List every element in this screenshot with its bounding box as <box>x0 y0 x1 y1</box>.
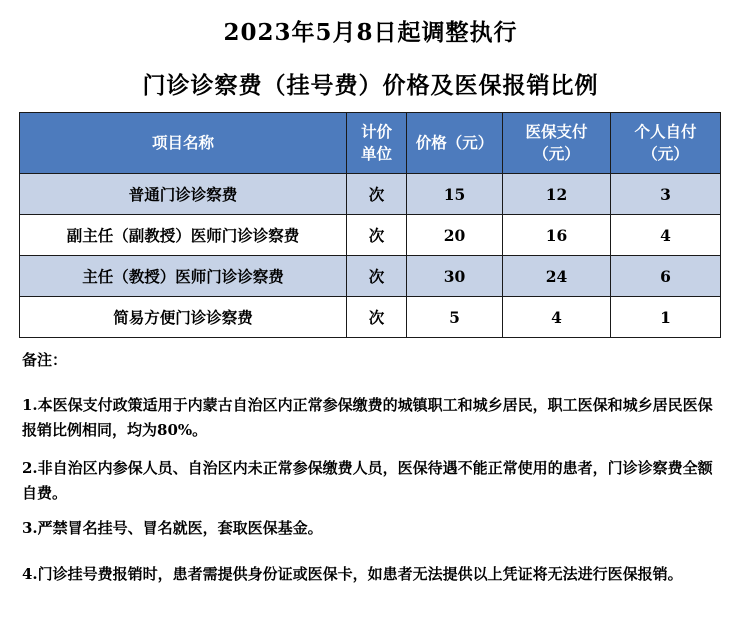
row-unit: 次 <box>347 215 407 256</box>
header-insurance-text: 医保支付 （元） <box>525 122 588 163</box>
row-self-pay: 4 <box>611 215 721 256</box>
row-price: 5 <box>407 297 503 338</box>
header-insurance <box>503 113 611 174</box>
row-unit: 次 <box>347 256 407 297</box>
row-insurance: 4 <box>503 297 611 338</box>
row-price: 30 <box>407 256 503 297</box>
row-item-name: 简易方便门诊诊察费 <box>20 297 347 338</box>
note-item-3: 3.严禁冒名挂号、冒名就医，套取医保基金。 <box>22 519 323 537</box>
table-row <box>20 297 721 338</box>
row-unit: 次 <box>347 297 407 338</box>
table-row <box>20 256 721 297</box>
title-line-2: 门诊诊察费（挂号费）价格及医保报销比例 <box>142 72 599 99</box>
row-self-pay: 6 <box>611 256 721 297</box>
row-item-name: 普通门诊诊察费 <box>20 174 347 215</box>
table-header-row <box>20 113 721 174</box>
row-price: 20 <box>407 215 503 256</box>
row-self-pay: 3 <box>611 174 721 215</box>
notes-title: 备注： <box>22 351 68 369</box>
row-item-name: 副主任（副教授）医师门诊诊察费 <box>20 215 347 256</box>
row-self-pay: 1 <box>611 297 721 338</box>
title-line-1: 2023年5月8日起调整执行 <box>223 19 518 46</box>
row-insurance: 12 <box>503 174 611 215</box>
header-self-pay <box>611 113 721 174</box>
row-unit: 次 <box>347 174 407 215</box>
note-item-1: 1.本医保支付政策适用于内蒙古自治区内正常参保缴费的城镇职工和城乡居民，职工医保和城乡居民医保报销比例相同，均为80%。 <box>22 396 713 439</box>
table-row <box>20 174 721 215</box>
fee-table <box>19 112 721 338</box>
note-item-4: 4.门诊挂号费报销时，患者需提供身份证或医保卡，如患者无法提供以上凭证将无法进行医保报销。 <box>22 565 683 583</box>
table-row <box>20 215 721 256</box>
header-price: 价格（元） <box>407 113 503 174</box>
header-self-pay-text: 个人自付 （元） <box>634 122 697 163</box>
header-unit <box>347 113 407 174</box>
row-insurance: 24 <box>503 256 611 297</box>
row-item-name: 主任（教授）医师门诊诊察费 <box>20 256 347 297</box>
header-unit-text: 计价 单位 <box>360 122 392 163</box>
note-item-2: 2.非自治区内参保人员、自治区内未正常参保缴费人员，医保待遇不能正常使用的患者，门诊诊察费全额自费。 <box>22 459 713 502</box>
header-item-name: 项目名称 <box>20 113 347 174</box>
row-insurance: 16 <box>503 215 611 256</box>
row-price: 15 <box>407 174 503 215</box>
